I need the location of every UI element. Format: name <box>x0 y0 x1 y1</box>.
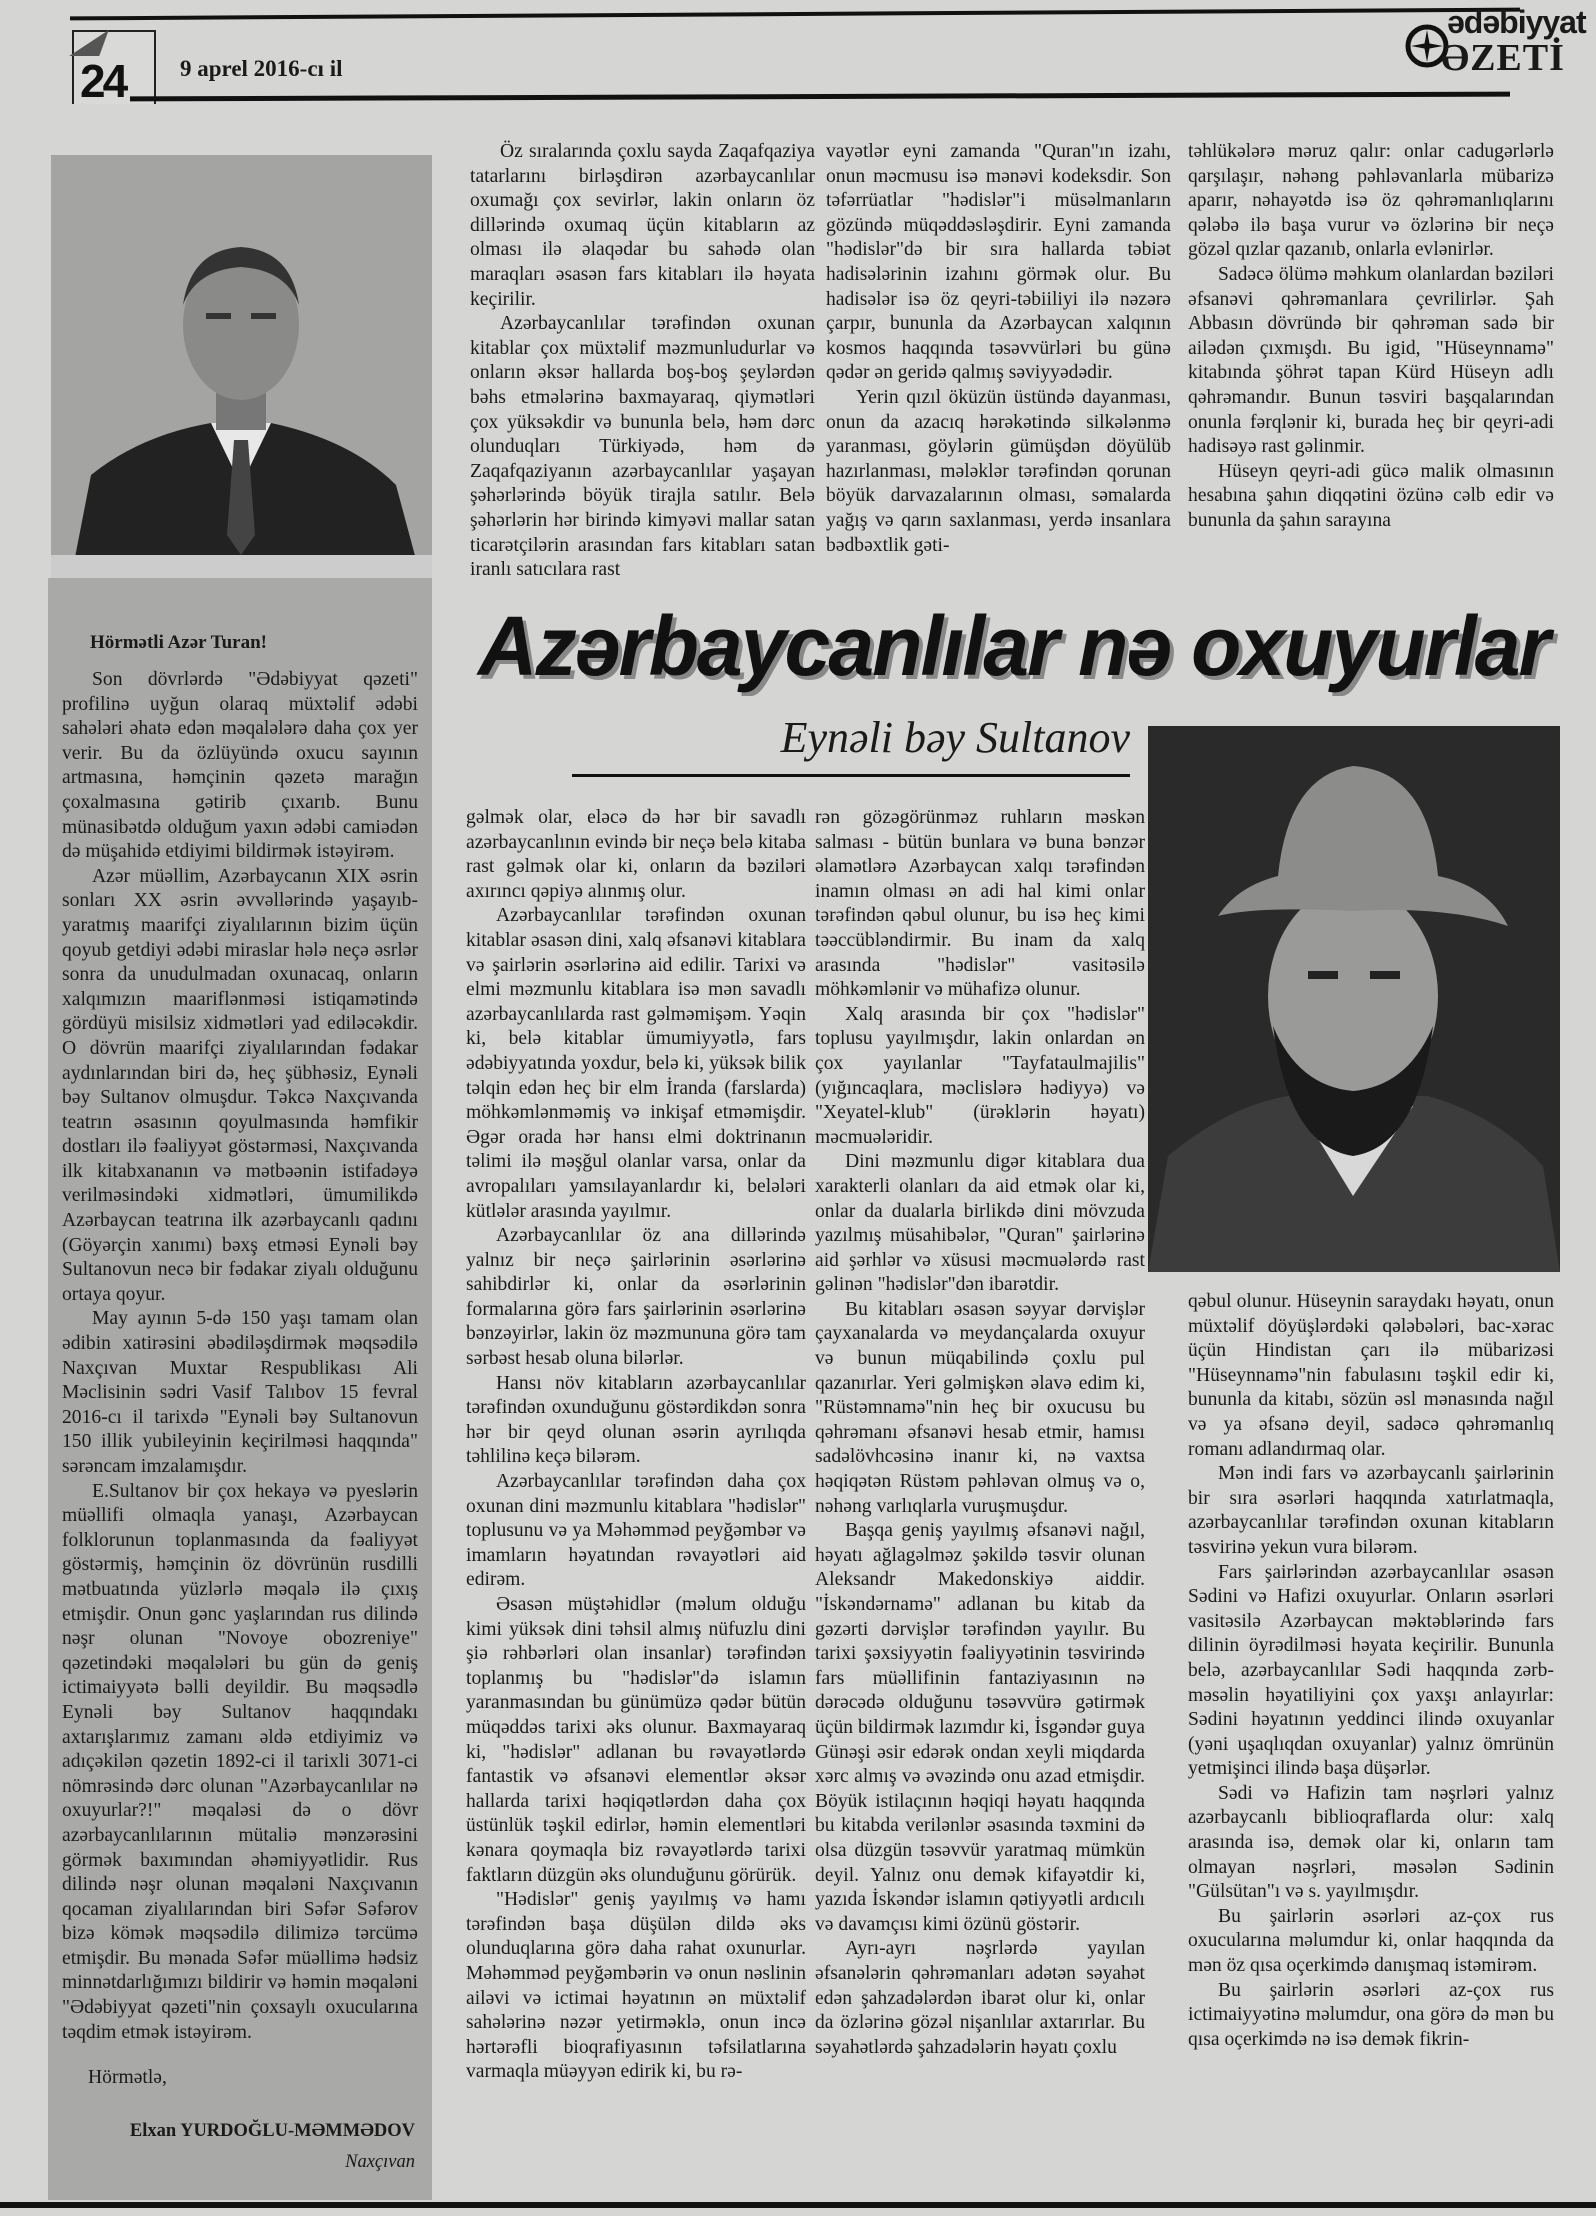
letter-closing: Hörmətlə, <box>88 2067 167 2088</box>
article-paragraph: Hansı növ kitabların azərbaycanlılar tərəfindən oxunduğunu göstərdikdən sonra hər bir qeyd olunan əsərin ayrılıqda təhlilinə keçə bilərəm. <box>466 1372 806 1468</box>
article-paragraph: Öz sıralarında çoxlu sayda Zaqafqaziya tatarlarını birləşdirən azərbaycanlılar oxumağı çox sevirlər, lakin onların öz dillərində oxumaq üçün kitabların az olması ilə əlaqədar bu sahədə olan maraqları əsasən fars kitabları ilə həyata keçirilir. <box>470 141 815 310</box>
man-with-hat-image <box>1148 726 1560 1272</box>
article-paragraph: Mən indi fars və azərbaycanlı şairlərinin bir sıra əsərləri haqqında xatırlatmaqla, azərbaycanlılar tərəfindən oxunan kitabların təsvirinə yekun vura bilərəm. <box>1188 1463 1554 1558</box>
man-in-suit-image <box>51 155 432 578</box>
newspaper-logo <box>1405 4 1586 84</box>
article-paragraph: rən gözəgörünməz ruhların məskən salması - bütün bunlara və buna bənzər əlamətlərə Azərbaycan xalqı tərəfindən inamın olması ən adi hal kimi onlar tərəfindən qəbul olunur, bu isə heç kimi təəccübləndirmir. Bu inam da xalq arasında "hədislər" vasitəsilə möhkəmlənir və mühafizə olunur. <box>815 807 1145 1001</box>
letter-paragraph: E.Sultanov bir çox hekayə və pyeslərin müəllifi olmaqla yanaşı, Azərbaycan folklorunun toplanmasında da fəaliyyət göstərmiş, həmçinin öz dövrünün rusdilli mətbuatında yüzlərlə məqalə ilə çıxış etmişdir. Onun gənc yaşlarından rus dilində nəşr olunan "Novoye obozreniye" qəzetindəki məqalələri bu gün də geniş ictimaiyyətə bəlli deyildir. Bu məqsədlə Eynəli bəy Sultanov haqqındakı axtarışlarımız zamanı əldə etdiyimiz və adıçəkilən qəzetin 1892-ci il tarixli 3071-ci nömrəsində dərc olunan "Azərbaycanlılar nə oxuyurlar?!" məqaləsi də o dövr azərbaycanlılarının mütaliə mənzərəsini görmək baxımından əhəmiyyətlidir. Rus dilində nəşr olunan məqaləni Naxçıvanın qocaman ziyalılarından biri Səfər Səfərov bizə kömək məqsədilə dilimizə tərcümə etmişdir. Bu mənada Səfər müəllimə hədsiz minnətdarlığımızı bildirir və həmin məqaləni "Ədəbiyyat qəzeti"nin çoxsaylı oxucularına təqdim etmək istəyirəm. <box>62 1480 418 2043</box>
page-number: 24 <box>80 55 126 107</box>
logo-line1: ədəbiyyat <box>1447 4 1586 40</box>
article-paragraph: təhlükələrə məruz qalır: onlar cadugərlərlə qarşılaşır, nəhəng pəhləvanlarla mübarizə aparır, nəhayətdə isə öz qəhrəmanlıqlarını qələbə ilə başa vurur və özlərinə bir neçə gözəl qızlar qazanıb, onlarla evlənirlər. <box>1188 141 1554 261</box>
letter-signature: Elxan YURDOĞLU-MƏMMƏDOV <box>129 2121 415 2141</box>
article-paragraph: Azərbaycanlılar tərəfindən oxunan kitablar əsasən dini, xalq əfsanəvi kitablara və şairlərin əsərlərinə aid edilir. Tarixi və elmi məzmunlu kitablara isə mən savadlı azərbaycanlılarda rast gəlməmişəm. Yəqin ki, belə kitablar ümumiyyətlə, fars ədəbiyyatında yoxdur, belə ki, yüksək bilik təlqin edən heç bir elm İranda (farslarda) möhkəmlənməmiş və inkişaf etməmişdir. Əgər orada hər hansı elmi doktrinanın təlimi ilə məşğul olanlar varsa, onlar da avropalıları yamsılayanlardır ki, belələri kütlələr arasında yayılmır. <box>466 905 806 1222</box>
article-column-1-top <box>470 140 815 590</box>
article-paragraph: Azərbaycanlılar tərəfindən daha çox oxunan dini məzmunlu kitablara "hədislər" toplusunu və ya Məhəmməd peyğəmbər və imamların həyatından rəvayətləri aid edirəm. <box>466 1471 806 1591</box>
article-paragraph: Sadəcə ölümə məhkum olanlardan bəziləri əfsanəvi qəhrəmanlara çevrilirlər. Şah Abbasın dövründə bir qəhrəman sadə bir ailədən çıxmışdı. Bu igid, "Hüseynnamə" kitabında şöhrət tapan Kürd Hüseyn adlı qəhrəmandır. Bunun təsviri başqalarından onunla fərqlənir ki, burada heç bir qeyri-adi hadisəyə rast gəlinmir. <box>1188 263 1554 458</box>
header-top-rule <box>70 8 1520 21</box>
author-portrait-photo <box>1148 726 1560 1272</box>
issue-date: 9 aprel 2016-cı il <box>180 56 343 81</box>
article-paragraph: Başqa geniş yayılmış əfsanəvi nağıl, həyatı ağlagəlməz şəkildə təsvir olunan Aleksandr Makedonskiyə aiddir. "İskəndərnamə" adlanan bu kitab da gəzərti dərvişlər tərəfindən yayılır. Bu tarixi şəxsiyyətin fəaliyyətinin təsvirində fars müəllifinin fantaziyasının nə dərəcədə olduğunu təsəvvürə gətirmək üçün bildirmək lazımdır ki, İsgəndər guya Günəşi əsir edərək ondan xeyli miqdarda xərc almış və əvəzində onu azad etmişdir. Böyük istilaçının həqiqi həyatı haqqında bu kitabda verilənlər əsasında təxmini də olsa düzgün təsəvvür yaratmaq mümkün deyil. Yalnız onu demək kifayətdir ki, yazıda İskəndər islamın qətiyyətli ardıcılı və davamçısı kimi özünü göstərir. <box>815 1520 1145 1935</box>
header-bottom-rule <box>130 92 1510 102</box>
footer-rule <box>0 2202 1596 2208</box>
letter-paragraph: Azər müəllim, Azərbaycanın XIX əsrin sonları XX əsrin əvvəllərində yaşayıb-yaratmış maarifçi ziyalılarının bizim üçün qoyub getdiyi ədəbi miraslar hələ neçə əsrlər sonra da unudulmadan oxunacaq, onların xalqımızın maariflənməsi istiqamətində gördüyü misilsiz xidmətləri yad ediləcəkdir. O dövrün maarifçi ziyalılarından fədakar aydınlarından biri də, heç şübhəsiz, Eynəli bəy Sultanov olmuşdur. Təkcə Naxçıvanda teatrın əsasının qoyulmasında həmfikir dostları ilə fəaliyyət göstərməsi, Naxçıvanda ilk kitabxananın və mətbəənin istifadəyə verilməsindəki xidmətləri, ümumilikdə Azərbaycan teatrına ilk azərbaycanlı qadını (Göyərçin xanımı) bəxş etməsi Eynəli bəy Sultanovun necə bir fədakar ziyalı olduğunu ortaya qoyur. <box>62 865 418 1305</box>
letter-paragraph: May ayının 5-də 150 yaşı tamam olan ədibin xatirəsini əbədiləşdirmək məqsədilə Naxçıvan Muxtar Respublikası Ali Məclisinin sədri Vasif Talıbov 15 fevral 2016-cı il tarixdə "Eynəli bəy Sultanovun 150 illik yubileyinin keçirilməsi haqqında" sərəncam imzalamışdır. <box>62 1308 418 1477</box>
article-paragraph: Azərbaycanlılar tərəfindən oxunan kitablar çox müxtəlif məzmunludurlar və onların əksər hallarda boş-boş şeylərdən bəhs etmələrinə baxmayaraq, qiymətləri çox yüksəkdir və bununla belə, həm dərc olunduqları Türkiyədə, həm də Zaqafqaziyanın azərbaycanlılar yaşayan şəhərlərində böyük tirajla satılır. Belə şəhərlərin hər birində kimyəvi mallar satan ticarətçilərin arasından fars kitabları satan iranlı satıcılara rast <box>470 313 815 581</box>
article-paragraph: Bu kitabları əsasən səyyar dərvişlər çayxanalarda və meydançalarda oxuyur və bunun müqabilində çoxlu pul qazanırlar. Yeri gəlmişkən əlavə edim ki, "Rüstəmnamə"nin heç bir oxucusu bu qəhrəmanı əfsanəvi hesab etmir, hamısı sadəlövhcəsinə inanır ki, nə vaxtsa həqiqətən Rüstəm pəhləvan olmuş və o, nəhəng varlıqlarla vuruşmuşdur. <box>815 1298 1145 1517</box>
article-paragraph: Hüseyn qeyri-adi gücə malik olmasının hesabına şahın diqqətini özünə cəlb edir və bununla da şahın sarayına <box>1188 460 1554 531</box>
article-paragraph: Dini məzmunlu digər kitablara dua xarakterli olanları da aid etmək olar ki, onlar da dualarla birlikdə dini mövzuda yazılmış müsahibələr, "Quran" şairlərinə aid şərhlər və xüsusi məcmuələrdə rast gəlinən "hədislər"dən ibarətdir. <box>815 1151 1145 1296</box>
article-paragraph: Fars şairlərindən azərbaycanlılar əsasən Sədini və Hafizi oxuyurlar. Onların əsərləri vasitəsilə Azərbaycan məktəblərində fars dilinin öyrədilməsi həyata keçirilir. Bununla belə, azərbaycanlılar Sədi haqqında zərb-məsəlin həyatiliyini çox yaxşı anlayırlar: Sədini həyatının yeddinci ilində oxuyanlar (yəni uşaqlıqdan oxuyanlar) yalnız ömrünün yetmişinci ilində başa düşərlər. <box>1188 1561 1554 1780</box>
page-number-tab <box>72 30 156 107</box>
article-paragraph: qəbul olunur. Hüseynin saraydakı həyatı, onun müxtəlif döyüşlərdəki qələbələri, bac-xərac üçün Hindistan çarı ilə mübarizəsi "Hüseynnamə"nin fabulasını təşkil edir ki, bununla da kitabı, sözün əsl mənasında nağıl və ya əfsanə deyil, sadəcə qəhrəmanlıq romanı adlandırmaq olar. <box>1188 1291 1554 1460</box>
article-paragraph: vayətlər eyni zamanda "Quran"ın izahı, onun məcmusu isə mənəvi kodeksdir. Son təfərrüatlar "hədislər"i müsəlmanların gözündə müqəddəsləşdirir. Eyni zamanda "hədislər"də bir sıra hallarda təbiət hadisələrinin izahını görmək olur. Bu hadisələr isə öz qeyri-təbiiliyi ilə nəzərə çarpır, bununla da Azərbaycan xalqının kosmos haqqında təsəvvürləri bu günə qədər ən geridə qalmış səviyyədədir. <box>826 141 1171 384</box>
article-paragraph: Azərbaycanlılar öz ana dillərində yalnız bir neçə şairlərinin əsərlərinə sahibdirlər ki, onlar da əsərlərinin formalarına görə fars şairlərinin əsərlərinə bənzəyirlər, lakin öz məzmununa görə tam sərbəst hesab oluna bilərlər. <box>466 1225 806 1370</box>
article-paragraph: Xalq arasında bir çox "hədislər" toplusu yayılmışdır, lakin onlardan ən çox yayılanlar "Tayfataulmajilis" (yığıncaqlara, məclislərə hədiyyə) və "Xeyatel-klub" (ürəklərin həyatı) məcmuələridir. <box>815 1003 1145 1148</box>
article-paragraph: Əsasən müştəhidlər (məlum olduğu kimi yüksək dini təhsil almış nüfuzlu dini şiə rəhbərləri olan insanlar) tərəfindən toplanmış bu "hədislər"də islamın yaranmasından bu günümüzə qədər bütün müqəddəs tarixi əks olunur. Baxmayaraq ki, "hədislər" adlanan bu rəvayətlərdə fantastik və əfsanəvi elementlər əksər hallarda tarixi həqiqətlərdən daha çox üstünlük təşkil edirlər, həmin elementləri kənara qoymaqla biz rəvayətlərdə tarixi faktların düzgün əks olunduğunu görürük. <box>466 1594 806 1886</box>
letter-body <box>62 668 418 2058</box>
article-author: Eynəli bəy Sultanov <box>780 713 1130 762</box>
article-column-2-top <box>826 140 1171 590</box>
article-paragraph: Sədi və Hafizin tam nəşrləri yalnız azərbaycanlı biblioqraflarda olur: xalq arasında isə, demək olar ki, onların tam olmayan nəşrləri, məsələn Sədinin "Gülsütan"ı və s. yayılmışdır. <box>1188 1782 1554 1903</box>
logo-line2: ƏZETİ <box>1441 37 1565 79</box>
letter-greeting: Hörmətli Azər Turan! <box>90 632 267 653</box>
article-title: Azərbaycanlılar nə oxuyurlar <box>478 599 1549 693</box>
article-paragraph: Ayrı-ayrı nəşrlərdə yayılan əfsanələrin qəhrəmanları adətən səyahət edən şahzadələrdən ibarət olur ki, onlar da özlərinə gözəl nişanlılar axtarırlar. Bu səyahətlərdə şahzadələrin həyatı çoxlu <box>815 1938 1145 2058</box>
article-column-1-bottom <box>466 806 806 2201</box>
article-paragraph: Yerin qızıl öküzün üstündə dayanması, onun da azacıq hərəkətində silkələnmə yaranması, göylərin gümüşdən döyülüb hazırlanması, mələklər tərəfindən qorunan böyük darvazalarının olması, səmalarda yağış və qarın saxlanması, yerdə insanlara bədbəxtlik gəti- <box>826 386 1171 556</box>
article-paragraph: gəlmək olar, eləcə də hər bir savadlı azərbaycanlının evində bir neçə belə kitaba rast gəlmək olar ki, onların da bəziləri axırıncı qəpiyə alınmış olur. <box>466 807 806 902</box>
article-column-3-bottom <box>1188 1290 1554 2202</box>
article-paragraph: Bu şairlərin əsərləri az-çox rus oxucularına məlumdur ki, onlar haqqında da mən öz qısa oçerkimdə danışmaq istəmirəm. <box>1188 1905 1554 1977</box>
page-fold-icon <box>69 30 108 56</box>
author-photo <box>51 155 432 578</box>
letter-place: Naxçıvan <box>345 2152 415 2172</box>
article-paragraph: Bu şairlərin əsərləri az-çox rus ictimaiyyətinə məlumdur, ona görə də mən bu qısa oçerkimdə nə isə demək fikrin- <box>1188 1979 1554 2050</box>
letter-paragraph: Son dövrlərdə "Ədəbiyyat qəzeti" profilinə uyğun olaraq müxtəlif ədəbi sahələri əhatə edən məqalələrə daha çox yer verir. Bu da özlüyündə oxucu sayının artmasına, həmçinin qəzetə marağın çoxalmasına gətirib çıxarıb. Bunu münasibətdə olduğum yaxın ədəbi camiədən də müşahidə etdiyimi bildirmək istəyirəm. <box>62 669 418 863</box>
article-column-2-bottom <box>815 806 1145 2201</box>
byline-rule <box>572 774 1130 777</box>
article-column-3-top <box>1188 140 1554 590</box>
article-paragraph: "Hədislər" geniş yayılmış və hamı tərəfindən başa düşülən dildə əks olunduqlarına görə daha rahat oxunurlar. Məhəmməd peyğəmbərin və onun nəslinin ailəvi və ictimai həyatının ən müxtəlif sahələrinə nəzər yetirməklə, onun incə hərtərəfli bioqrafiyasının təfsilatlarına varmaqla müəyyən edirik ki, bu rə- <box>466 1889 806 2083</box>
